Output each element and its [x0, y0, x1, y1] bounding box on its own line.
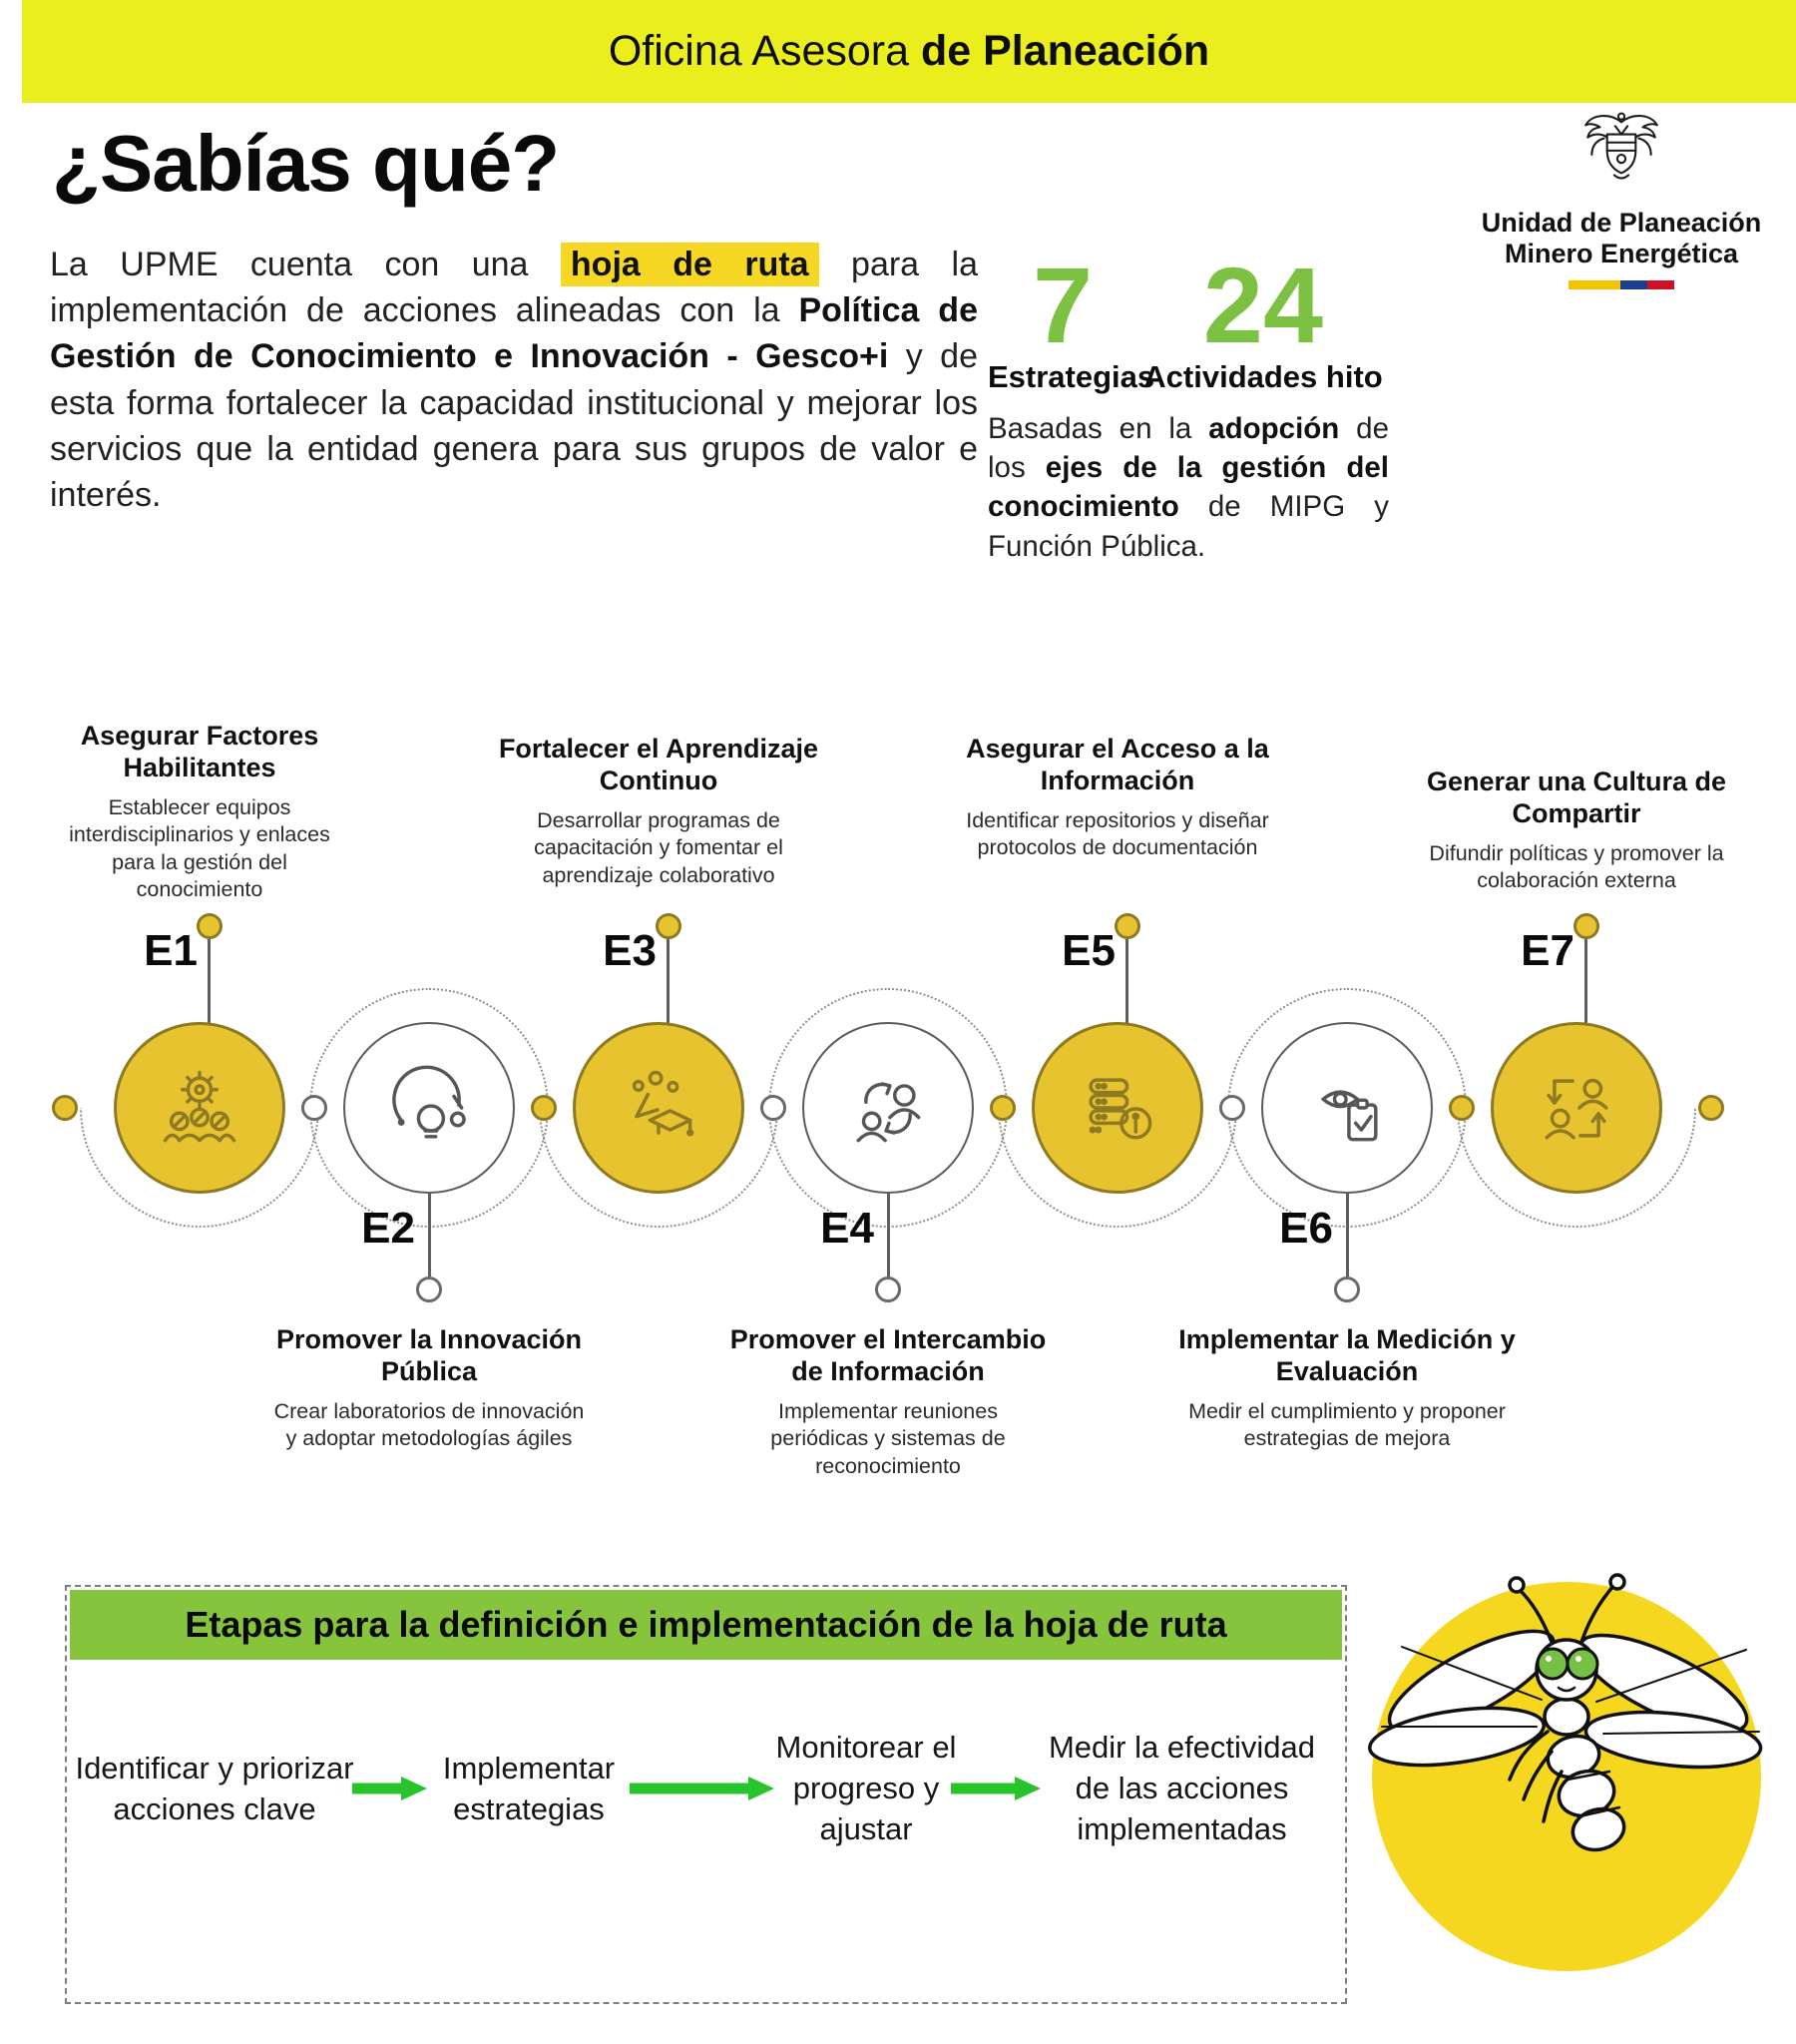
connector-dot	[52, 1095, 78, 1121]
strategy-description: Implementar reuniones periódicas y sistemas de reconocimiento	[770, 1398, 1006, 1478]
org-name	[1447, 208, 1796, 270]
marker-dot	[1115, 913, 1140, 939]
marker-dot	[1334, 1277, 1360, 1302]
strategy-title: Promover la Innovación Pública	[275, 1324, 583, 1386]
marker-dot	[875, 1277, 901, 1302]
org-name-line2: Minero Energética	[1504, 239, 1739, 269]
colombia-flag-bar	[1569, 280, 1674, 289]
mascot-thorax	[1545, 1699, 1588, 1735]
coat-of-arms-icon	[1575, 110, 1667, 200]
timeline-node-e6	[1261, 1022, 1433, 1194]
lightbulb-icon	[381, 1060, 477, 1156]
connector-dot	[301, 1095, 327, 1121]
green-arrow-icon	[349, 1776, 429, 1801]
connector-dot	[1449, 1095, 1475, 1121]
intro-paragraph: La UPME cuenta con una hoja de ruta para la implementación de acciones alineadas con la Política de Gestión de Conocimiento e Innovación - Gesco+i y de esta forma fortalecer la capacidad institucional y mejorar los servicios que la entidad genera para sus grupos de valor e interés.	[50, 242, 978, 518]
timeline-node-e5	[1032, 1022, 1203, 1194]
stat-activities-value: 24	[1202, 245, 1324, 365]
timeline-label-e5	[943, 734, 1292, 862]
strategy-title: Asegurar el Acceso a la Información	[966, 734, 1269, 795]
stats-row	[988, 245, 1389, 395]
timeline-label-e4	[728, 1324, 1048, 1480]
stage-step-1: Identificar y priorizar acciones clave	[75, 1750, 354, 1826]
marker-stem	[1125, 939, 1128, 1023]
strategy-title: Generar una Cultura de Compartir	[1426, 766, 1727, 828]
marker-stem	[1346, 1193, 1349, 1277]
connector-dot	[760, 1095, 786, 1121]
strategy-description: Crear laboratorios de innovación y adoptar metodologías ágiles	[273, 1398, 585, 1451]
strategy-title: Fortalecer el Aprendizaje Continuo	[498, 734, 819, 795]
people-exchange-icon	[840, 1060, 936, 1156]
org-logo-block	[1447, 110, 1796, 289]
marker-dot	[656, 913, 681, 939]
database-info-icon	[1070, 1060, 1165, 1156]
stage-marker-e6: E6	[1279, 1204, 1333, 1253]
stage-marker-e5: E5	[1062, 926, 1116, 975]
stat-activities-label: Actividades hito	[1143, 359, 1383, 394]
strategy-description: Desarrollar programas de capacitación y fomentar el aprendizaje colaborativo	[534, 807, 783, 887]
stages-title-bar	[70, 1590, 1342, 1660]
stats-block	[988, 245, 1389, 566]
header-title: Oficina Asesora de Planeación	[608, 27, 1210, 75]
connector-dot	[1219, 1095, 1245, 1121]
connector-dot	[990, 1095, 1016, 1121]
stage-marker-e7: E7	[1521, 926, 1574, 975]
strategy-title: Asegurar Factores Habilitantes	[80, 721, 319, 782]
connector-dot	[1698, 1095, 1724, 1121]
people-share-icon	[1529, 1060, 1624, 1156]
stat-strategies	[988, 245, 1155, 395]
header-bar	[22, 0, 1796, 103]
connector-dot	[531, 1095, 557, 1121]
timeline-node-e3	[573, 1022, 744, 1194]
eye-checklist-icon	[1299, 1060, 1395, 1156]
mascot-illustration	[1352, 1522, 1796, 2044]
stage-marker-e2: E2	[361, 1204, 415, 1253]
timeline-label-e7	[1387, 766, 1766, 895]
marker-stem	[428, 1193, 431, 1277]
strategy-description: Establecer equipos interdisciplinarios y enlaces para la gestión del conocimiento	[69, 794, 330, 902]
stage-step-3: Monitorear el progreso y ajustar	[775, 1730, 957, 1846]
marker-dot	[1573, 913, 1599, 939]
team-gear-icon	[152, 1060, 247, 1156]
flag-yellow-stripe	[1569, 280, 1620, 289]
marker-dot	[416, 1277, 442, 1302]
org-name-line1: Unidad de Planeación	[1481, 208, 1762, 238]
stage-marker-e4: E4	[820, 1204, 874, 1253]
timeline-node-e4	[802, 1022, 974, 1194]
strategy-description: Difundir políticas y promover la colaboración externa	[1429, 840, 1724, 893]
green-arrow-icon	[948, 1776, 1043, 1801]
marker-stem	[667, 939, 670, 1023]
stats-note: Basadas en la adopción de los ejes de la gestión del conocimiento de MIPG y Función Pública.	[988, 412, 1389, 563]
flag-red-stripe	[1647, 280, 1674, 289]
strategy-description: Medir el cumplimiento y proponer estrategias de mejora	[1188, 1398, 1506, 1451]
marker-stem	[887, 1193, 890, 1277]
stage-marker-e1: E1	[144, 926, 198, 975]
timeline-label-e1	[50, 721, 349, 904]
stages-title: Etapas para la definición e implementación de la hoja de ruta	[185, 1604, 1227, 1645]
strategy-description: Identificar repositorios y diseñar protocolos de documentación	[966, 807, 1269, 860]
strategy-title: Implementar la Medición y Evaluación	[1178, 1324, 1516, 1386]
timeline-node-e2	[343, 1022, 515, 1194]
flag-blue-stripe	[1620, 280, 1647, 289]
mascot-eye	[1568, 1649, 1597, 1679]
timeline-node-e7	[1491, 1022, 1662, 1194]
timeline-label-e6	[1147, 1324, 1547, 1453]
stage-marker-e3: E3	[603, 926, 657, 975]
marker-stem	[208, 939, 211, 1023]
timeline-label-e2	[269, 1324, 589, 1453]
stage-step-4: Medir la efectividad de las acciones implementadas	[1048, 1730, 1316, 1846]
timeline-node-e1	[114, 1022, 285, 1194]
stat-activities	[1137, 245, 1389, 395]
graduation-cap-icon	[611, 1060, 706, 1156]
mascot-eye	[1538, 1649, 1568, 1679]
page-title: ¿Sabías qué?	[52, 119, 560, 208]
marker-stem	[1584, 939, 1587, 1023]
marker-dot	[197, 913, 223, 939]
stat-strategies-value: 7	[1032, 245, 1094, 365]
green-arrow-icon	[627, 1776, 776, 1801]
stage-step-2: Implementar estrategias	[442, 1750, 616, 1826]
timeline-label-e3	[489, 734, 828, 889]
strategy-title: Promover el Intercambio de Información	[729, 1324, 1047, 1386]
stat-strategies-label: Estrategias	[988, 359, 1155, 394]
